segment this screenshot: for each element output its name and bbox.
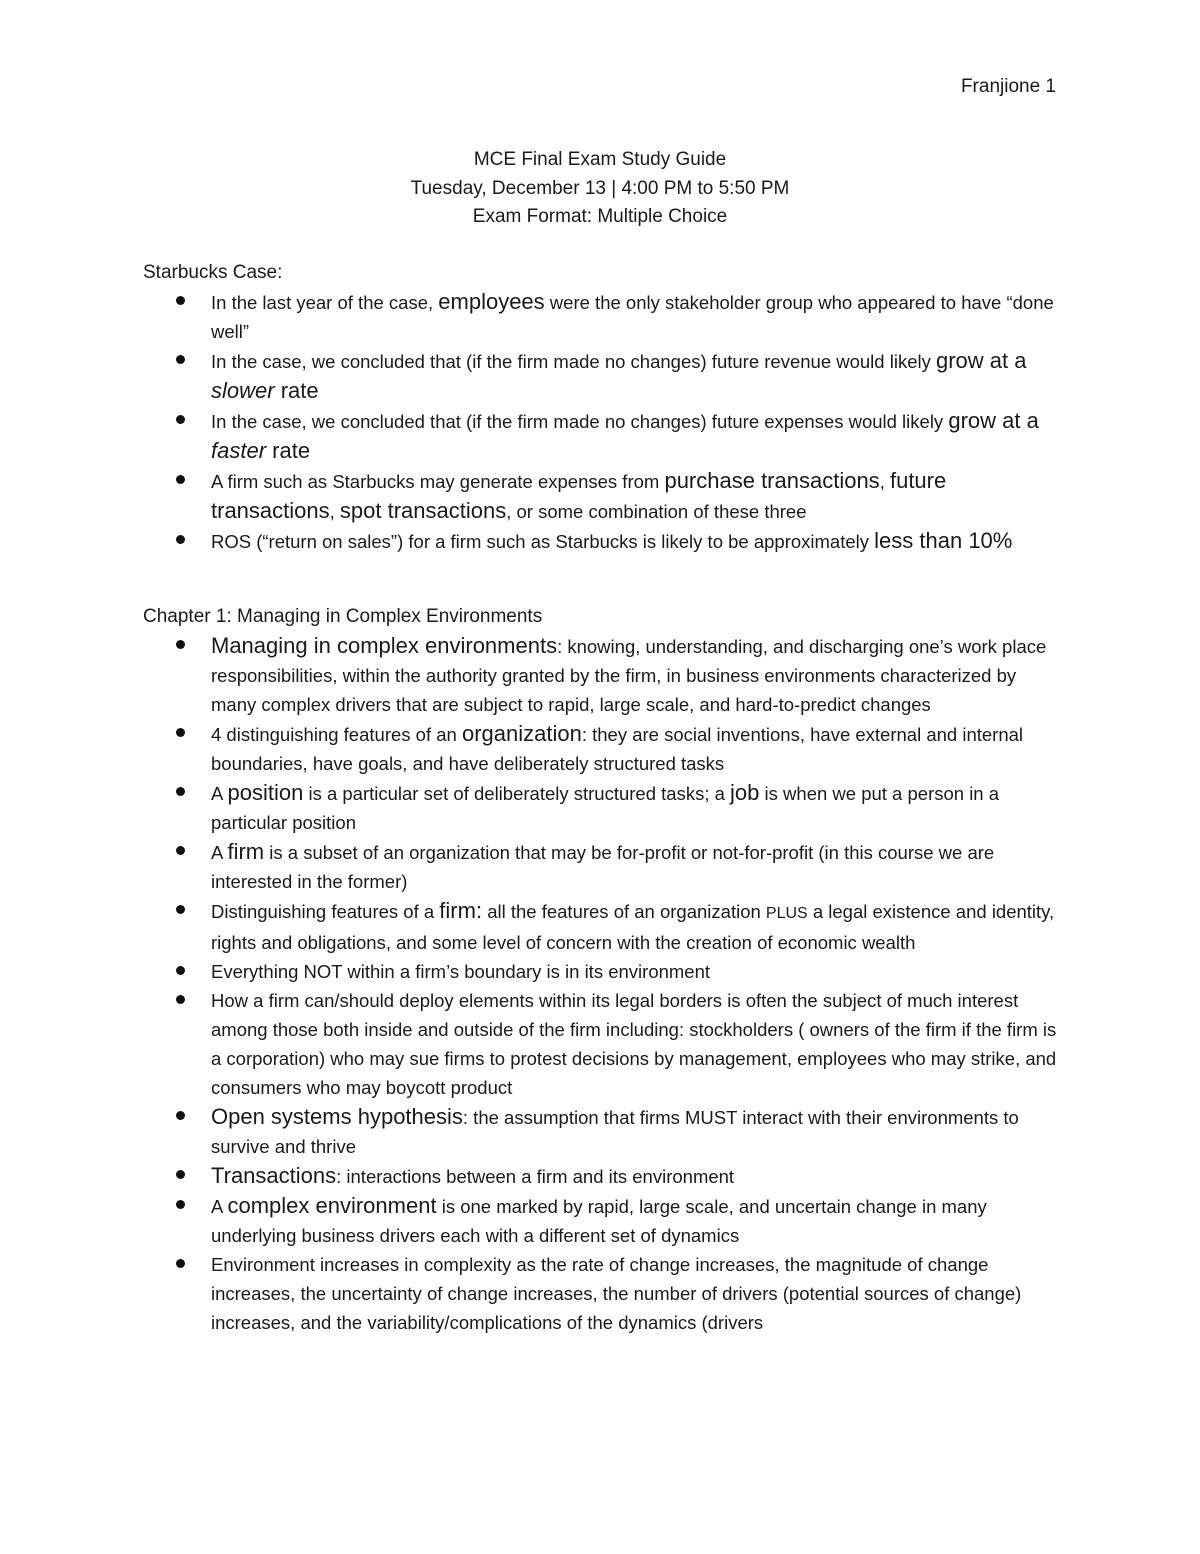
starbucks-section	[143, 258, 1063, 556]
bullet-icon	[176, 415, 185, 424]
list-item: Open systems hypothesis: the assumption that firms MUST interact with their environments to survive and thrive	[143, 1102, 1063, 1161]
bullet-icon	[176, 1259, 185, 1268]
list-item: A firm such as Starbucks may generate expenses from purchase transactions, future transactions, spot transactions, or some combination of these three	[143, 466, 1063, 526]
exam-date: Tuesday, December 13 | 4:00 PM to 5:50 PM	[410, 177, 790, 199]
list-item: Transactions: interactions between a firm and its environment	[143, 1161, 1063, 1191]
list-item: A complex environment is one marked by rapid, large scale, and uncertain change in many underlying business drivers each with a different set of dynamics	[143, 1191, 1063, 1250]
list-item: In the last year of the case, employees were the only stakeholder group who appeared to have “done well”	[143, 287, 1063, 346]
list-item: A position is a particular set of deliberately structured tasks; a job is when we put a person in a particular position	[143, 778, 1063, 837]
bullet-icon	[176, 905, 185, 914]
bullet-icon	[176, 846, 185, 855]
list-item: Everything NOT within a firm’s boundary is in its environment	[143, 957, 1063, 986]
exam-format: Exam Format: Multiple Choice	[472, 206, 728, 227]
bullet-icon	[176, 787, 185, 796]
title-block	[0, 146, 1200, 232]
list-item: ROS (“return on sales”) for a firm such as Starbucks is likely to be approximately less than 10%	[143, 526, 1063, 556]
list-item: Distinguishing features of a firm: all the features of an organization PLUS a legal existence and identity, rights and obligations, and some level of concern with the creation of economic wealth	[143, 896, 1063, 957]
bullet-icon	[176, 535, 185, 544]
bullet-icon	[176, 296, 185, 305]
list-item: 4 distinguishing features of an organization: they are social inventions, have external and internal boundaries, have goals, and have deliberately structured tasks	[143, 719, 1063, 778]
bullet-list	[143, 287, 1063, 556]
list-item: Environment increases in complexity as the rate of change increases, the magnitude of change increases, the uncertainty of change increases, the number of drivers (potential sources of change) increases, and the variability/complications of the dynamics (drivers	[143, 1250, 1063, 1337]
list-item: How a firm can/should deploy elements within its legal borders is often the subject of much interest among those both inside and outside of the firm including: stockholders ( owners of the firm if the firm is a corporation) who may sue firms to protest decisions by management, employees who may strike, and consumers who may boycott product	[143, 986, 1063, 1102]
page-header-label: Franjione 1	[960, 76, 1056, 97]
bullet-icon	[176, 728, 185, 737]
chapter1-section	[143, 602, 1063, 1337]
document-title: MCE Final Exam Study Guide	[473, 149, 727, 170]
section-heading: Starbucks Case:	[143, 262, 283, 283]
bullet-icon	[176, 640, 185, 649]
bullet-icon	[176, 1170, 185, 1179]
bullet-icon	[176, 966, 185, 975]
bullet-list	[143, 631, 1063, 1337]
bullet-icon	[176, 1111, 185, 1120]
list-item: Managing in complex environments: knowing, understanding, and discharging one’s work place responsibilities, within the authority granted by the firm, in business environments characterized by many complex drivers that are subject to rapid, large scale, and hard-to-predict changes	[143, 631, 1063, 719]
list-item: A firm is a subset of an organization that may be for-profit or not-for-profit (in this course we are interested in the former)	[143, 837, 1063, 896]
section-heading: Chapter 1: Managing in Complex Environments	[143, 606, 543, 627]
list-item: In the case, we concluded that (if the firm made no changes) future expenses would likely grow at a faster rate	[143, 406, 1063, 466]
bullet-icon	[176, 355, 185, 364]
bullet-icon	[176, 995, 185, 1004]
bullet-icon	[176, 475, 185, 484]
list-item: In the case, we concluded that (if the firm made no changes) future revenue would likely grow at a slower rate	[143, 346, 1063, 406]
bullet-icon	[176, 1200, 185, 1209]
